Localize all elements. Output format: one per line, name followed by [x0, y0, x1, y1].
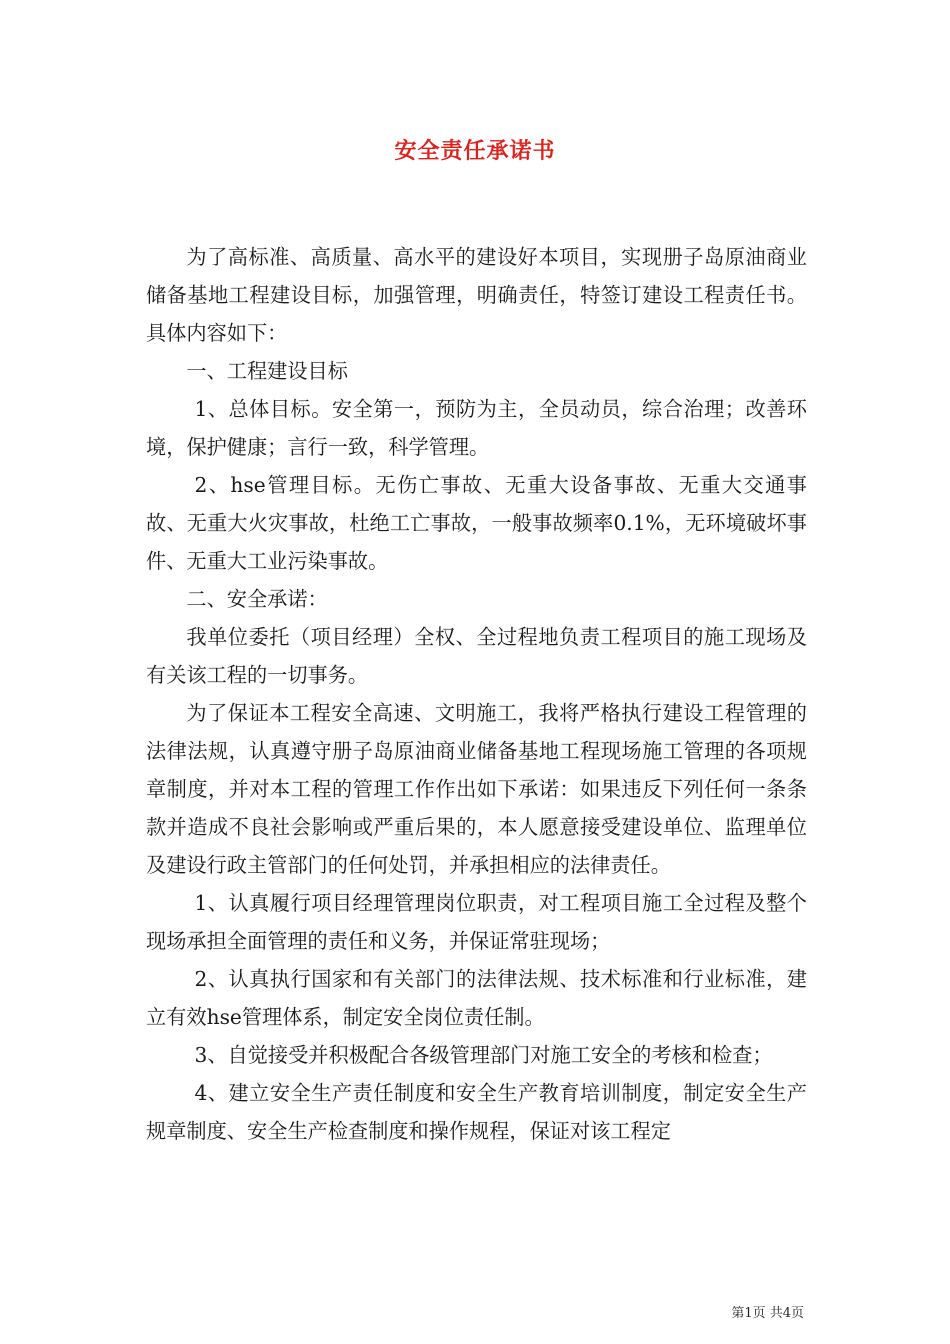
document-title: 安全责任承诺书	[394, 139, 556, 164]
commitment-item-3: 3、自觉接受并积极配合各级管理部门对施工安全的考核和检查；	[194, 1043, 773, 1067]
commitment-item-4: 4、建立安全生产责任制度和安全生产教育培训制度，制定安全生产规章制度、安全生产检查制度和操作规程，保证对该工程定	[146, 1081, 807, 1143]
section-heading-commitment: 二、安全承诺：	[186, 587, 328, 611]
commitment-item-1: 1、认真履行项目经理管理岗位职责，对工程项目施工全过程及整个现场承担全面管理的责任和义务，并保证常驻现场；	[146, 891, 807, 953]
document-body	[146, 238, 807, 1150]
commitment-item-2: 2、认真执行国家和有关部门的法律法规、技术标准和行业标准，建立有效hse管理体系，制定安全岗位责任制。	[146, 967, 807, 1029]
goal-item-1: 1、总体目标。安全第一，预防为主，全员动员，综合治理；改善环境，保护健康；言行一致，科学管理。	[146, 397, 807, 459]
page-number: 第1页 共4页	[731, 1306, 804, 1321]
goal-item-2: 2、hse管理目标。无伤亡事故、无重大设备事故、无重大交通事故、无重大火灾事故，杜绝工亡事故，一般事故频率0.1%，无环境破坏事件、无重大工业污染事故。	[146, 473, 807, 573]
section-heading-goals: 一、工程建设目标	[186, 359, 348, 383]
commitment-paragraph-1: 我单位委托（项目经理）全权、全过程地负责工程项目的施工现场及有关该工程的一切事务。	[146, 625, 807, 687]
intro-paragraph: 为了高标准、高质量、高水平的建设好本项目，实现册子岛原油商业储备基地工程建设目标，加强管理，明确责任，特签订建设工程责任书。具体内容如下：	[146, 245, 807, 345]
commitment-paragraph-2: 为了保证本工程安全高速、文明施工，我将严格执行建设工程管理的法律法规，认真遵守册子岛原油商业储备基地工程现场施工管理的各项规章制度，并对本工程的管理工作作出如下承诺：如果违反下列任何一条条款并造成不良社会影响或严重后果的，本人愿意接受建设单位、监理单位及建设行政主管部门的任何处罚，并承担相应的法律责任。	[146, 701, 807, 877]
